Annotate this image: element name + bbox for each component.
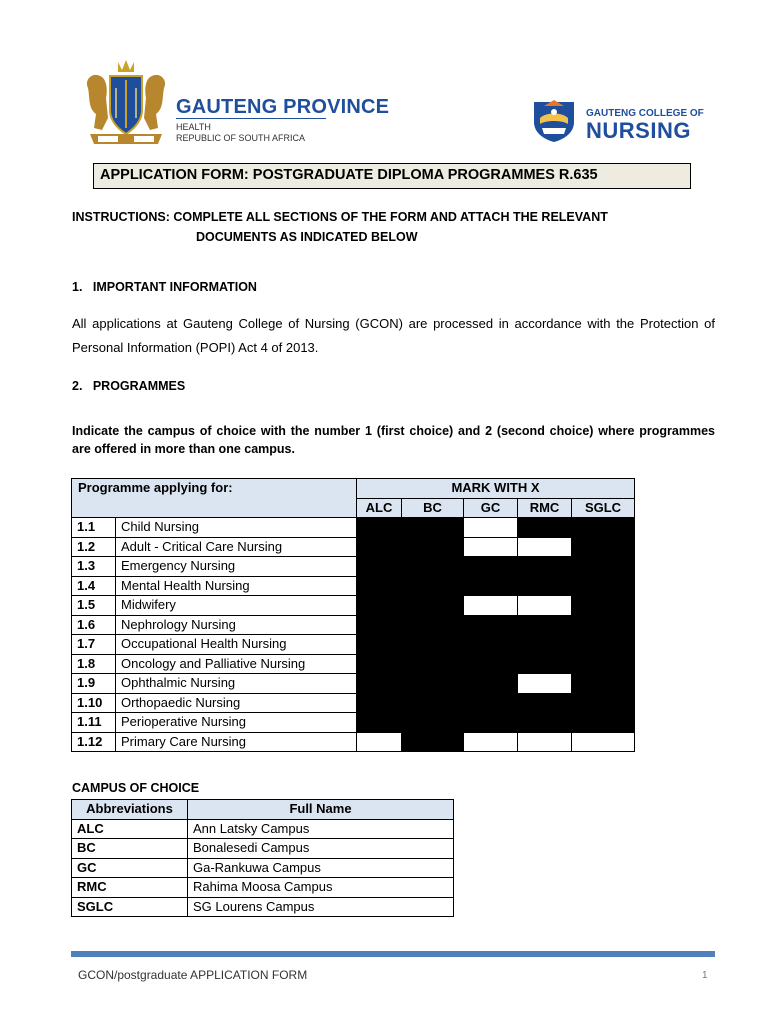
table-row bbox=[72, 557, 635, 577]
mark-cell-alc bbox=[357, 693, 402, 713]
mark-cell-bc bbox=[402, 576, 464, 596]
mark-cell-bc bbox=[402, 732, 464, 752]
mark-cell-rmc[interactable] bbox=[518, 537, 572, 557]
programme-name: Oncology and Palliative Nursing bbox=[116, 654, 357, 674]
gcon-logo-top-text: GAUTENG COLLEGE OF bbox=[586, 108, 704, 119]
mark-cell-gc[interactable] bbox=[464, 518, 518, 538]
mark-cell-gc bbox=[464, 713, 518, 733]
mark-cell-rmc bbox=[518, 654, 572, 674]
gauteng-province-logo bbox=[80, 58, 390, 148]
mark-cell-bc bbox=[402, 635, 464, 655]
mark-cell-bc bbox=[402, 596, 464, 616]
mark-cell-gc bbox=[464, 693, 518, 713]
section-1-text: All applications at Gauteng College of Nursing (GCON) are processed in accordance with the Protection of Personal Information (POPI) Act 4 of 2013. bbox=[72, 316, 715, 355]
mark-cell-sglc bbox=[572, 674, 635, 694]
mark-cell-sglc bbox=[572, 596, 635, 616]
table-row bbox=[72, 819, 454, 839]
footer-text: GCON/postgraduate APPLICATION FORM bbox=[78, 968, 308, 982]
mark-cell-gc bbox=[464, 576, 518, 596]
col-header-full-name: Full Name bbox=[188, 800, 454, 820]
mark-cell-sglc bbox=[572, 693, 635, 713]
table-row bbox=[72, 615, 635, 635]
gcon-logo bbox=[528, 98, 704, 146]
table-row bbox=[72, 674, 635, 694]
col-header-gc: GC bbox=[464, 498, 518, 518]
table-row bbox=[72, 713, 635, 733]
programme-number: 1.11 bbox=[72, 713, 116, 733]
programme-name: Primary Care Nursing bbox=[116, 732, 357, 752]
mark-cell-rmc bbox=[518, 518, 572, 538]
table-row bbox=[72, 654, 635, 674]
mark-cell-sglc bbox=[572, 635, 635, 655]
campus-abbreviation: GC bbox=[72, 858, 188, 878]
mark-cell-gc bbox=[464, 557, 518, 577]
table-row bbox=[72, 576, 635, 596]
programme-number: 1.2 bbox=[72, 537, 116, 557]
programme-name: Nephrology Nursing bbox=[116, 615, 357, 635]
col-header-sglc: SGLC bbox=[572, 498, 635, 518]
campus-full-name: SG Lourens Campus bbox=[188, 897, 454, 917]
table-row bbox=[72, 693, 635, 713]
gauteng-province-title: GAUTENG PROVINCE bbox=[176, 96, 390, 118]
mark-cell-sglc bbox=[572, 537, 635, 557]
programme-number: 1.7 bbox=[72, 635, 116, 655]
programme-number: 1.5 bbox=[72, 596, 116, 616]
mark-cell-rmc bbox=[518, 557, 572, 577]
logo-divider bbox=[176, 118, 326, 119]
section-2-text: Indicate the campus of choice with the number 1 (first choice) and 2 (second choice) where programmes are offered in more than one campus. bbox=[72, 424, 715, 456]
mark-cell-sglc[interactable] bbox=[572, 732, 635, 752]
mark-cell-bc bbox=[402, 674, 464, 694]
programme-name: Perioperative Nursing bbox=[116, 713, 357, 733]
col-header-rmc: RMC bbox=[518, 498, 572, 518]
mark-cell-bc bbox=[402, 693, 464, 713]
section-1-heading: 1. IMPORTANT INFORMATION bbox=[72, 280, 257, 294]
programme-name: Midwifery bbox=[116, 596, 357, 616]
col-header-alc: ALC bbox=[357, 498, 402, 518]
mark-cell-bc bbox=[402, 518, 464, 538]
campus-full-name: Rahima Moosa Campus bbox=[188, 878, 454, 898]
mark-cell-bc bbox=[402, 654, 464, 674]
table-row bbox=[72, 878, 454, 898]
instructions-line-1: INSTRUCTIONS: COMPLETE ALL SECTIONS OF THE FORM AND ATTACH THE RELEVANT bbox=[72, 210, 608, 224]
table-row bbox=[72, 732, 635, 752]
coat-of-arms-icon bbox=[80, 58, 172, 146]
programme-number: 1.3 bbox=[72, 557, 116, 577]
mark-cell-alc bbox=[357, 635, 402, 655]
page-number: 1 bbox=[702, 970, 708, 981]
campus-full-name: Bonalesedi Campus bbox=[188, 839, 454, 859]
campus-table bbox=[71, 799, 454, 917]
mark-cell-gc[interactable] bbox=[464, 596, 518, 616]
programme-number: 1.8 bbox=[72, 654, 116, 674]
mark-cell-alc bbox=[357, 674, 402, 694]
mark-cell-gc bbox=[464, 654, 518, 674]
form-title-box bbox=[93, 163, 691, 189]
form-title: APPLICATION FORM: POSTGRADUATE DIPLOMA PROGRAMMES R.635 bbox=[100, 167, 598, 183]
mark-cell-sglc bbox=[572, 654, 635, 674]
programme-number: 1.10 bbox=[72, 693, 116, 713]
mark-cell-gc bbox=[464, 615, 518, 635]
mark-cell-alc bbox=[357, 596, 402, 616]
programme-number: 1.1 bbox=[72, 518, 116, 538]
programme-table bbox=[71, 478, 635, 752]
programme-name: Orthopaedic Nursing bbox=[116, 693, 357, 713]
mark-cell-rmc bbox=[518, 713, 572, 733]
mark-cell-gc bbox=[464, 635, 518, 655]
logo-subtitle-country: REPUBLIC OF SOUTH AFRICA bbox=[176, 133, 306, 143]
mark-cell-bc bbox=[402, 537, 464, 557]
programme-name: Mental Health Nursing bbox=[116, 576, 357, 596]
campus-abbreviation: SGLC bbox=[72, 897, 188, 917]
campus-full-name: Ga-Rankuwa Campus bbox=[188, 858, 454, 878]
programme-number: 1.12 bbox=[72, 732, 116, 752]
mark-cell-rmc bbox=[518, 576, 572, 596]
programme-number: 1.9 bbox=[72, 674, 116, 694]
mark-cell-sglc bbox=[572, 615, 635, 635]
mark-cell-sglc bbox=[572, 576, 635, 596]
table-row bbox=[72, 897, 454, 917]
mark-cell-alc bbox=[357, 537, 402, 557]
mark-cell-alc bbox=[357, 576, 402, 596]
campus-full-name: Ann Latsky Campus bbox=[188, 819, 454, 839]
mark-cell-bc bbox=[402, 615, 464, 635]
table-row bbox=[72, 537, 635, 557]
mark-cell-bc bbox=[402, 557, 464, 577]
col-header-bc: BC bbox=[402, 498, 464, 518]
mark-cell-alc[interactable] bbox=[357, 732, 402, 752]
campus-abbreviation: RMC bbox=[72, 878, 188, 898]
mark-cell-rmc bbox=[518, 635, 572, 655]
table-row bbox=[72, 518, 635, 538]
mark-cell-gc bbox=[464, 674, 518, 694]
mark-cell-gc[interactable] bbox=[464, 537, 518, 557]
section-2-heading: 2. PROGRAMMES bbox=[72, 379, 186, 393]
mark-cell-alc bbox=[357, 654, 402, 674]
mark-cell-rmc bbox=[518, 693, 572, 713]
mark-cell-bc bbox=[402, 713, 464, 733]
programme-header: Programme applying for: bbox=[72, 479, 357, 518]
mark-cell-alc bbox=[357, 615, 402, 635]
programme-name: Emergency Nursing bbox=[116, 557, 357, 577]
mark-cell-sglc bbox=[572, 557, 635, 577]
table-row bbox=[72, 858, 454, 878]
campus-abbreviation: BC bbox=[72, 839, 188, 859]
gcon-emblem-icon bbox=[528, 98, 580, 144]
mark-cell-rmc[interactable] bbox=[518, 674, 572, 694]
table-row bbox=[72, 596, 635, 616]
mark-cell-rmc[interactable] bbox=[518, 732, 572, 752]
mark-cell-alc bbox=[357, 518, 402, 538]
programme-name: Child Nursing bbox=[116, 518, 357, 538]
programme-name: Adult - Critical Care Nursing bbox=[116, 537, 357, 557]
table-row bbox=[72, 839, 454, 859]
programme-name: Ophthalmic Nursing bbox=[116, 674, 357, 694]
programme-number: 1.4 bbox=[72, 576, 116, 596]
mark-cell-rmc bbox=[518, 615, 572, 635]
instructions-line-2: DOCUMENTS AS INDICATED BELOW bbox=[196, 230, 418, 244]
mark-cell-rmc[interactable] bbox=[518, 596, 572, 616]
footer-divider bbox=[71, 951, 715, 957]
mark-cell-gc[interactable] bbox=[464, 732, 518, 752]
mark-cell-sglc bbox=[572, 713, 635, 733]
gcon-logo-main-text: NURSING bbox=[586, 118, 691, 143]
mark-cell-alc bbox=[357, 713, 402, 733]
campus-abbreviation: ALC bbox=[72, 819, 188, 839]
mark-cell-sglc bbox=[572, 518, 635, 538]
table-row bbox=[72, 635, 635, 655]
programme-number: 1.6 bbox=[72, 615, 116, 635]
campus-of-choice-heading: CAMPUS OF CHOICE bbox=[72, 781, 200, 795]
col-header-abbreviations: Abbreviations bbox=[72, 800, 188, 820]
mark-cell-alc bbox=[357, 557, 402, 577]
programme-name: Occupational Health Nursing bbox=[116, 635, 357, 655]
logo-subtitle-health: HEALTH bbox=[176, 122, 211, 132]
mark-with-x-header: MARK WITH X bbox=[357, 479, 635, 499]
